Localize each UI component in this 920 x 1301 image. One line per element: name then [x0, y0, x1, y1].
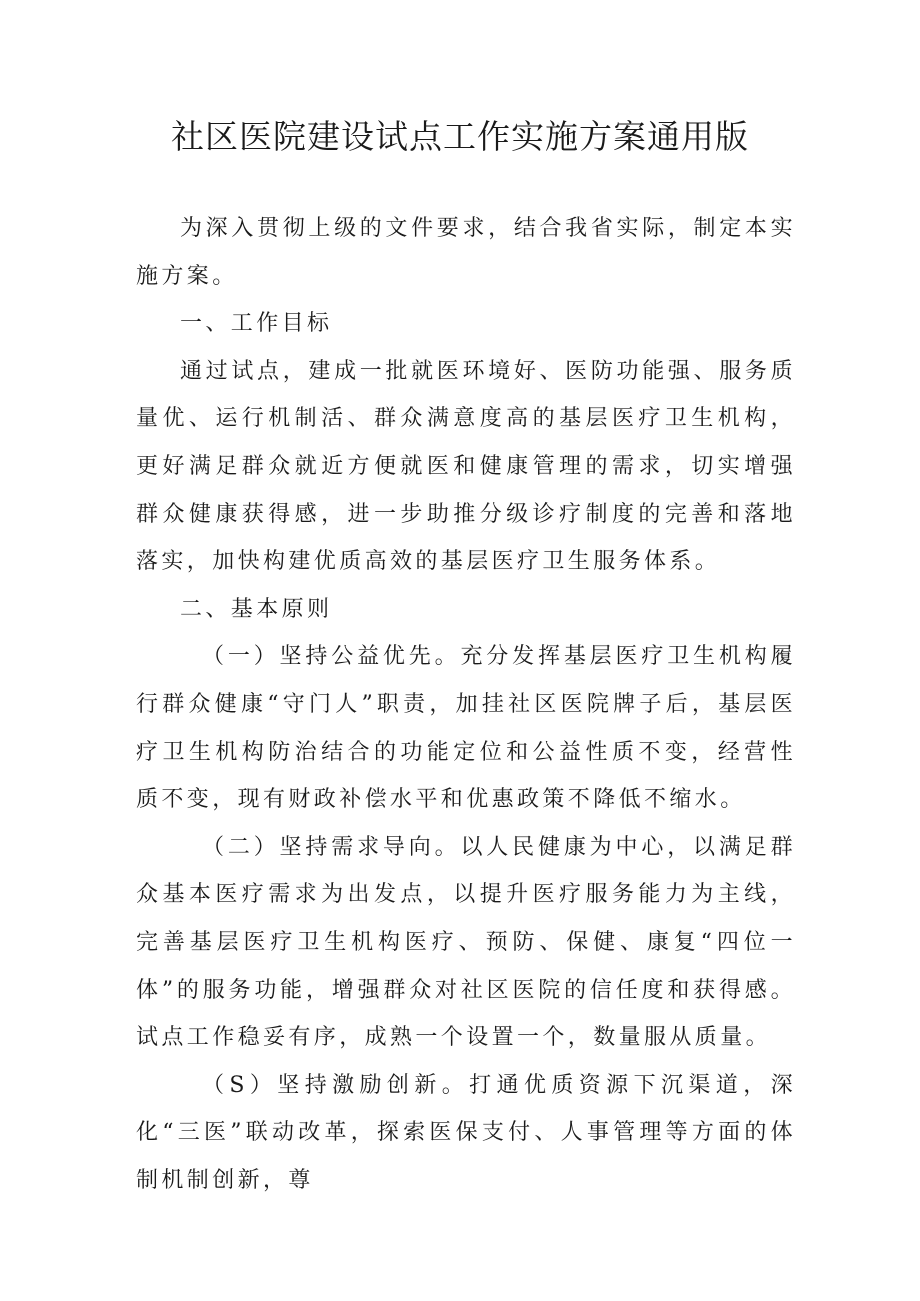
document-title: 社区医院建设试点工作实施方案通用版: [171, 117, 749, 156]
section-heading-principles: 二、基本原则: [180, 596, 333, 622]
principle-paragraph-3: （S）坚持激励创新。打通优质资源下沉渠道，深化“三医”联动改革，探索医保支付、人事管理等方面的体制机制创新，尊: [136, 1072, 796, 1193]
section-heading-goals: 一、工作目标: [180, 311, 333, 337]
goals-paragraph: 通过试点，建成一批就医环境好、医防功能强、服务质量优、运行机制活、群众满意度高的基层医疗卫生机构，更好满足群众就近方便就医和健康管理的需求，切实增强群众健康获得感，进一步助推分级诊疗制度的完善和落地落实，加快构建优质高效的基层医疗卫生服务体系。: [136, 358, 796, 575]
intro-paragraph: 为深入贯彻上级的文件要求，结合我省实际，制定本实施方案。: [136, 216, 796, 289]
principle-paragraph-1: （一）坚持公益优先。充分发挥基层医疗卫生机构履行群众健康“守门人”职责，加挂社区医院牌子后，基层医疗卫生机构防治结合的功能定位和公益性质不变，经营性质不变，现有财政补偿水平和优惠政策不降低不缩水。: [136, 644, 796, 813]
principle-paragraph-2: （二）坚持需求导向。以人民健康为中心，以满足群众基本医疗需求为出发点，以提升医疗服务能力为主线，完善基层医疗卫生机构医疗、预防、保健、康复“四位一体”的服务功能，增强群众对社区医院的信任度和获得感。试点工作稳妥有序，成熟一个设置一个，数量服从质量。: [136, 834, 796, 1051]
document-body: [136, 205, 796, 1204]
